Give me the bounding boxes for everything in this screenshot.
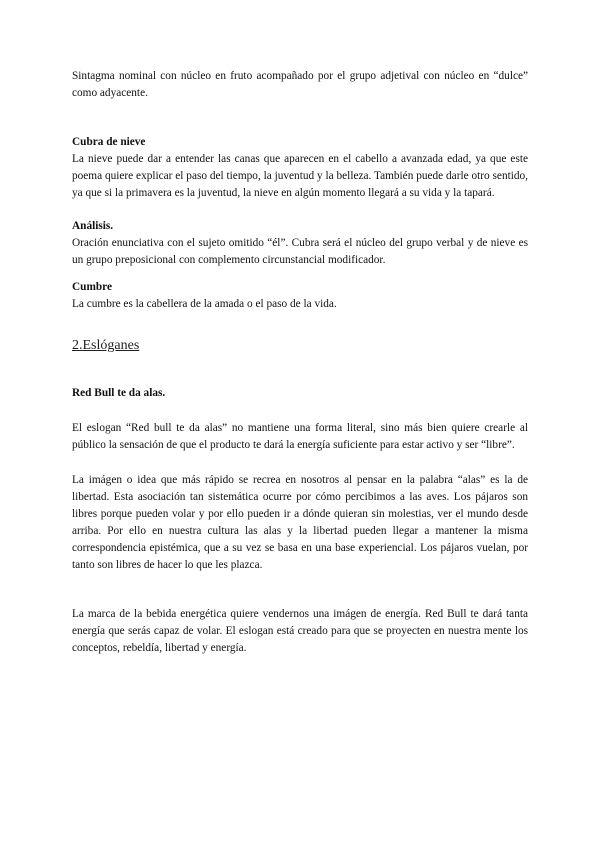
- section-2-title: 2.Eslóganes: [72, 338, 140, 353]
- cumbre-heading: Cumbre: [72, 281, 112, 293]
- analisis-heading: Análisis.: [72, 220, 114, 232]
- document-page: [72, 68, 528, 657]
- redbull-heading: Red Bull te da alas.: [72, 387, 166, 399]
- redbull-paragraph-1: El eslogan “Red bull te da alas” no mantiene una forma literal, sino más bien quiere crearle al público la sensación de que el producto te dará la energía suficiente para estar activo y ser “libre”.: [72, 422, 528, 451]
- redbull-paragraph-2: La imágen o idea que más rápido se recrea en nosotros al pensar en la palabra “alas” es la de libertad. Esta asociación tan sistemática ocurre por cómo percibimos a las aves. Los pájaros son libres porque pueden volar y por ello pueden ir a dónde quieran sin molestias, ver el mundo desde arriba. Por ello en nuestra cultura las alas y la libertad pueden llegar a mantener la misma correspondencia epistémica, que a su vez se basa en una base experiencial. Los pájaros vuelan, por tanto son libres de hacer lo que les plazca.: [72, 474, 528, 571]
- cubra-heading: Cubra de nieve: [72, 136, 146, 148]
- intro-paragraph: Sintagma nominal con núcleo en fruto acompañado por el grupo adjetival con núcleo en “dulce” como adyacente.: [72, 70, 528, 99]
- redbull-paragraph-3: La marca de la bebida energética quiere vendernos una imágen de energía. Red Bull te dará tanta energía que serás capaz de volar. El eslogan está creado para que se proyecten en nuestra mente los conceptos, rebeldía, libertad y energía.: [72, 608, 528, 654]
- cumbre-paragraph: La cumbre es la cabellera de la amada o el paso de la vida.: [72, 298, 337, 310]
- analisis-paragraph: Oración enunciativa con el sujeto omitido “él”. Cubra será el núcleo del grupo verbal y de nieve es un grupo preposicional con complemento circunstancial modificador.: [72, 237, 528, 266]
- cubra-paragraph: La nieve puede dar a entender las canas que aparecen en el cabello a avanzada edad, ya que este poema quiere explicar el paso del tiempo, la juventud y la belleza. También puede darle otro sentido, ya que si la primavera es la juventud, la nieve en algún momento llegará a su vida y la tapará.: [72, 153, 528, 199]
